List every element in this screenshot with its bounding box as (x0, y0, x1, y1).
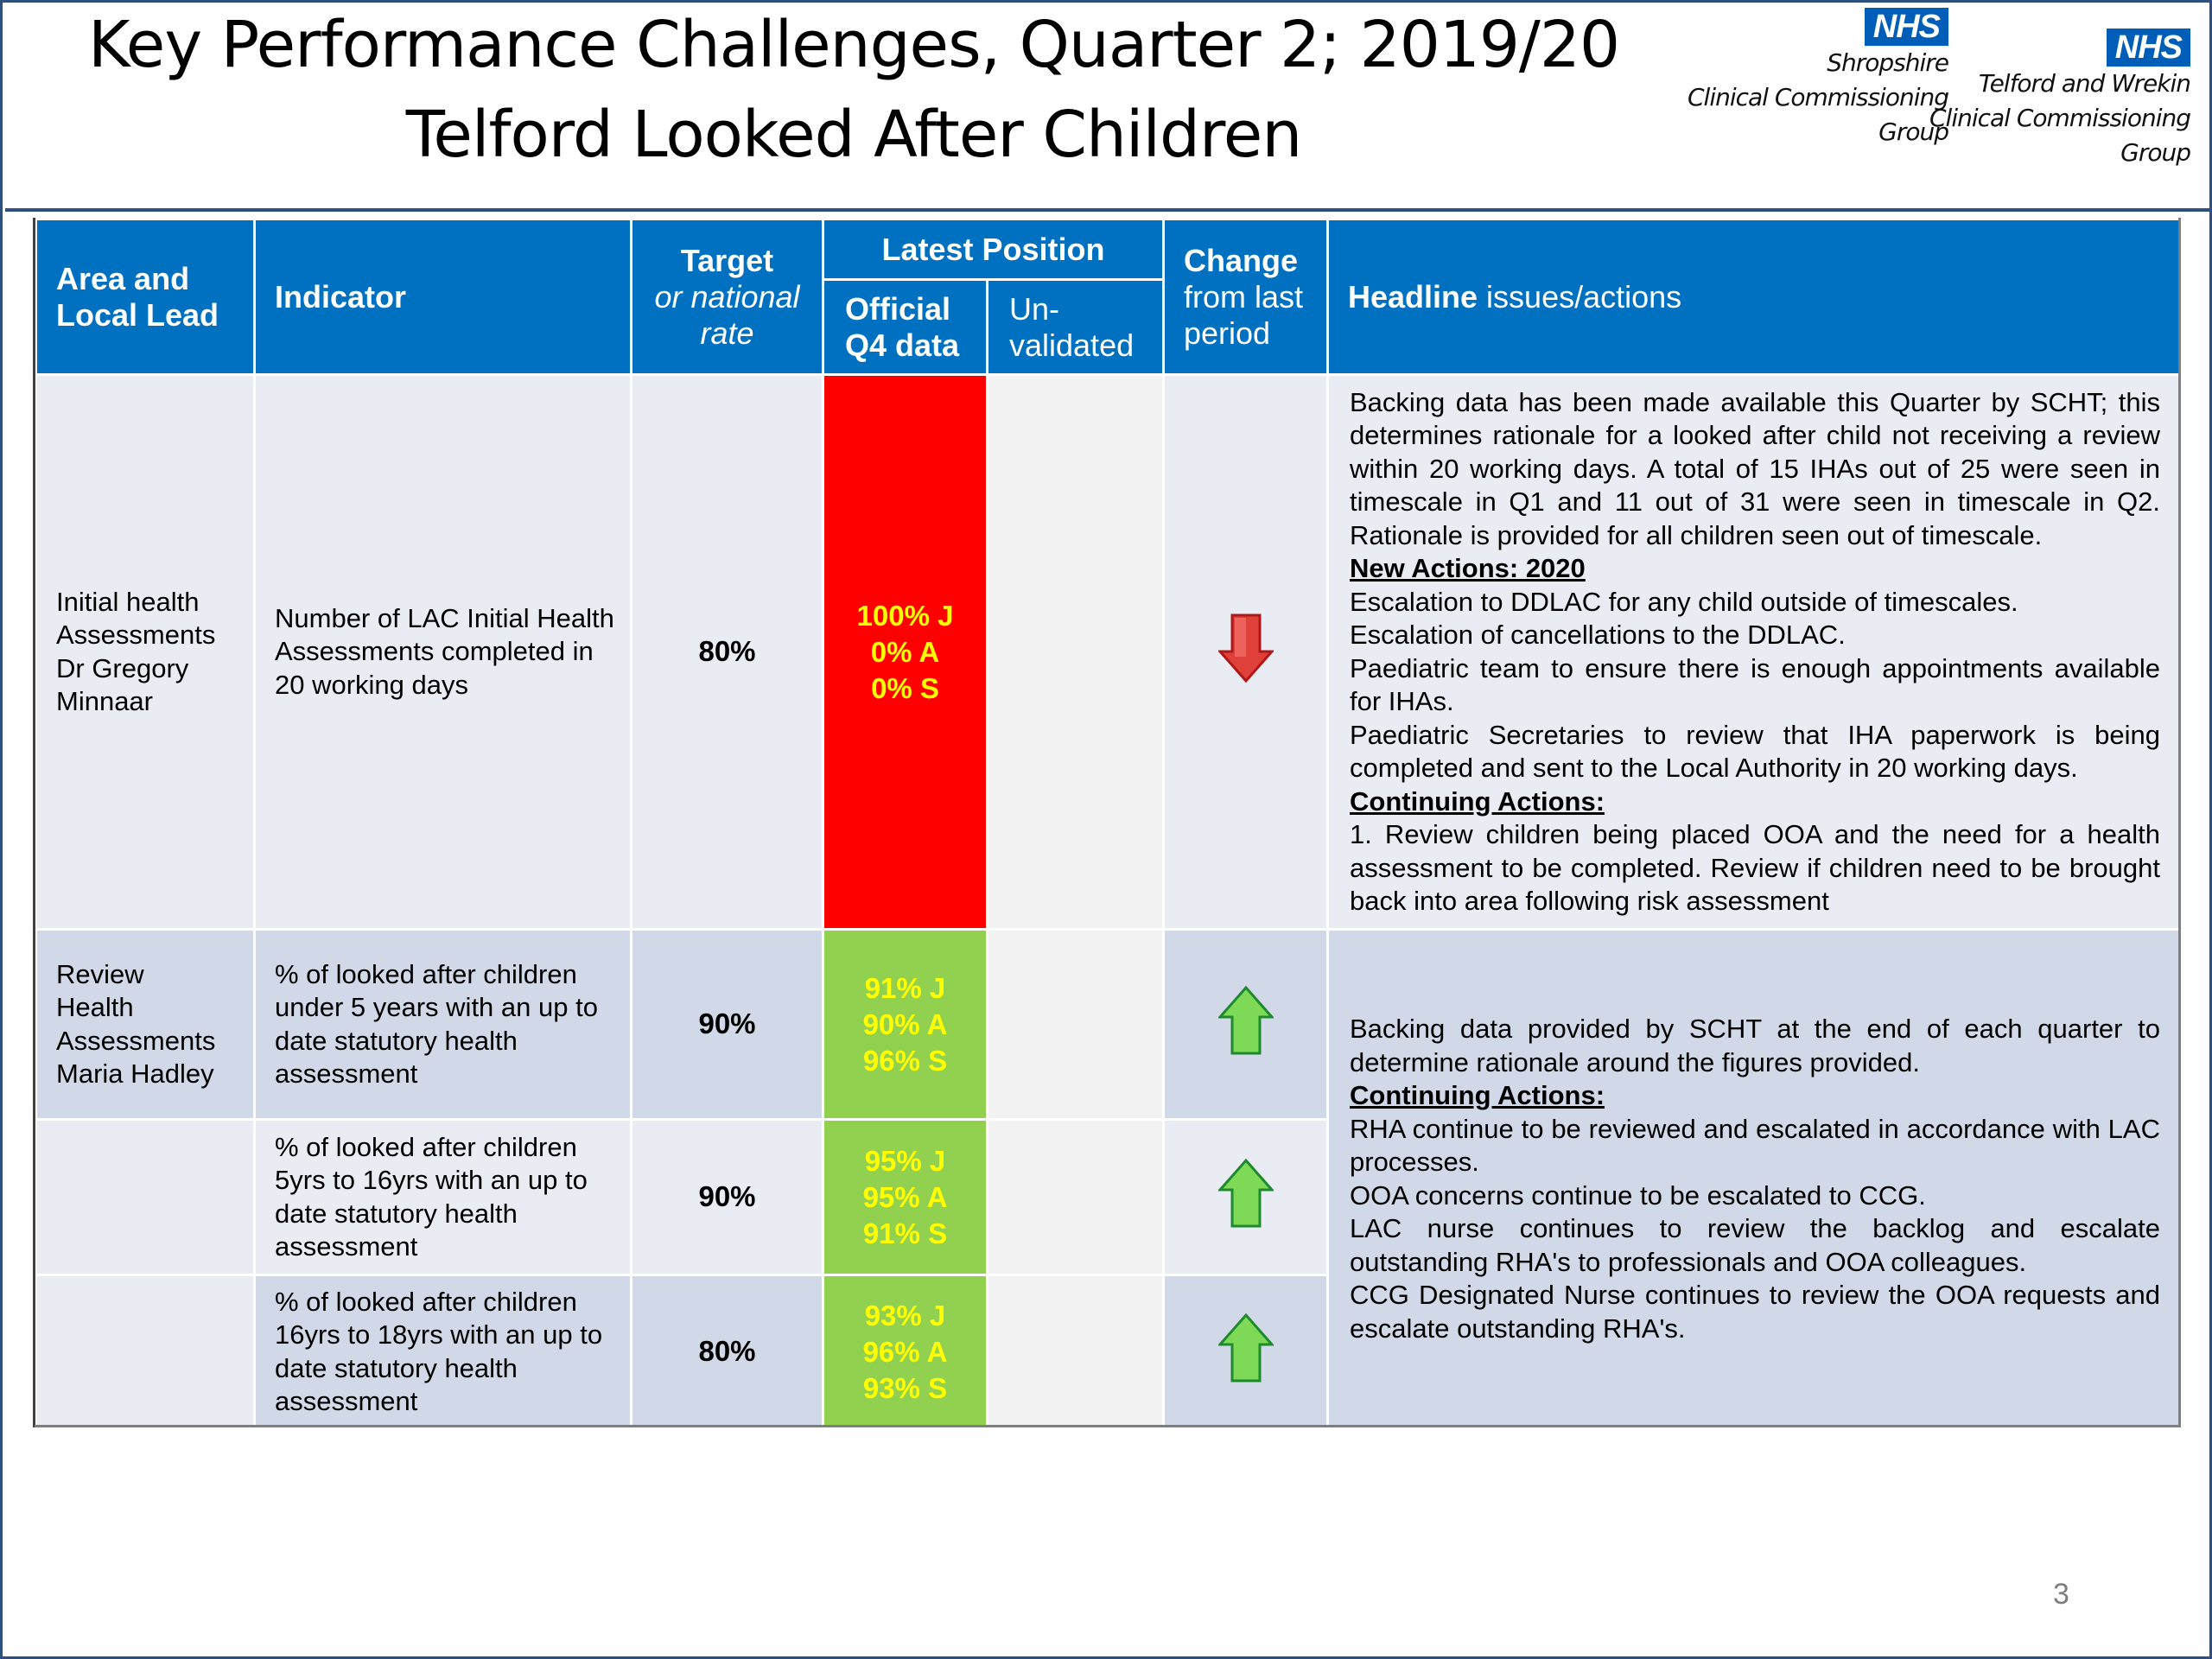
target-cell: 80% (632, 375, 823, 930)
header-headline: Headline issues/actions (1328, 219, 2183, 375)
telford-wrekin-ccg-logo (1921, 29, 2190, 170)
indicator-cell: % of looked after children 16yrs to 18yrs with an up to date statutory health assessment (255, 1275, 632, 1429)
header-change: Change from last period (1164, 219, 1328, 375)
official-data-cell: 91% J 90% A 96% S (823, 930, 988, 1120)
unvalidated-cell (988, 1120, 1164, 1275)
kpi-table (35, 218, 2183, 1430)
up-arrow-icon (1218, 1313, 1274, 1382)
continuing-actions-heading: Continuing Actions: (1350, 785, 1605, 817)
headline-cell (1328, 930, 2183, 1429)
indicator-cell: % of looked after children under 5 years with an up to date statutory health assessment (255, 930, 632, 1120)
new-actions-heading: New Actions: 2020 (1350, 553, 1586, 583)
action-item: 1. Review children being placed OOA and the need for a health assessment to be completed. Review if children need to be brought back into area following risk assessment (1350, 819, 2160, 916)
indicator-cell: Number of LAC Initial Health Assessments completed in 20 working days (255, 375, 632, 930)
unvalidated-cell (988, 375, 1164, 930)
target-cell: 90% (632, 930, 823, 1120)
table-left-border (33, 218, 35, 1427)
nhs-logo-icon: NHS (1865, 8, 1948, 46)
page-number: 3 (2053, 1578, 2069, 1611)
target-cell: 80% (632, 1275, 823, 1429)
logo-line2: Clinical Commissioning Group (1687, 83, 1948, 146)
header-target: Target or national rate (632, 219, 823, 375)
change-cell (1164, 1120, 1328, 1275)
headline-intro: Backing data provided by SCHT at the end of each quarter to determine rationale around the figures provided. (1350, 1014, 2160, 1077)
up-arrow-icon (1218, 986, 1274, 1055)
header-latest-position: Latest Position (823, 219, 1164, 280)
area-lead-cell: Initial health Assessments Dr Gregory Minnaar (36, 375, 255, 930)
slide-title-line1: Key Performance Challenges, Quarter 2; 2019/20 (87, 8, 1620, 82)
logo-line1: Telford and Wrekin (1978, 69, 2190, 98)
up-arrow-icon (1218, 1159, 1274, 1228)
table-right-border (2178, 218, 2181, 1427)
down-arrow-icon (1218, 613, 1274, 683)
official-data-cell: 95% J 95% A 91% S (823, 1120, 988, 1275)
official-data-cell: 100% J 0% A 0% S (823, 375, 988, 930)
action-item: Escalation to DDLAC for any child outside of timescales. (1350, 586, 2018, 617)
unvalidated-cell (988, 1275, 1164, 1429)
logo-line1: Shropshire (1827, 48, 1948, 77)
official-data-cell: 93% J 96% A 93% S (823, 1275, 988, 1429)
action-item: OOA concerns continue to be escalated to CCG. (1350, 1179, 1926, 1211)
action-item: CCG Designated Nurse continues to review the OOA requests and escalate outstanding RHA's. (1350, 1280, 2160, 1344)
slide-title-line2: Telford Looked After Children (405, 98, 1302, 172)
continuing-actions-heading: Continuing Actions: (1350, 1080, 1605, 1110)
area-lead-cell: Review Health Assessments Maria Hadley (36, 930, 255, 1120)
action-item: LAC nurse continues to review the backlog and escalate outstanding RHA's to professionals and OOA colleagues. (1350, 1213, 2160, 1277)
table-bottom-border (35, 1425, 2181, 1427)
header-area: Area and Local Lead (36, 219, 255, 375)
change-cell (1164, 1275, 1328, 1429)
table-row (36, 375, 2183, 930)
change-cell (1164, 930, 1328, 1120)
change-cell (1164, 375, 1328, 930)
action-item: RHA continue to be reviewed and escalated in accordance with LAC processes. (1350, 1113, 2160, 1177)
area-lead-cell (36, 1120, 255, 1275)
target-cell: 90% (632, 1120, 823, 1275)
headline-intro: Backing data has been made available this Quarter by SCHT; this determines rationale for a looked after child not receiving a review within 20 working days. A total of 15 IHAs out of 25 were seen in timescale in Q1 and 11 out of 31 were seen in timescale in Q2. Rationale is provided for all children seen out of timescale. (1350, 386, 2160, 550)
indicator-cell: % of looked after children 5yrs to 16yrs with an up to date statutory health assessment (255, 1120, 632, 1275)
shropshire-ccg-logo (1644, 8, 1948, 149)
action-item: Paediatric team to ensure there is enough appointments available for IHAs. (1350, 652, 2160, 716)
nhs-logo-icon: NHS (2107, 29, 2190, 67)
headline-cell (1328, 375, 2183, 930)
table-row (36, 930, 2183, 1120)
header-official: Official Q4 data (823, 280, 988, 375)
header-indicator: Indicator (255, 219, 632, 375)
title-divider (5, 208, 2212, 212)
header-unvalidated: Un- validated (988, 280, 1164, 375)
action-item: Escalation of cancellations to the DDLAC. (1350, 620, 1846, 650)
unvalidated-cell (988, 930, 1164, 1120)
area-lead-cell (36, 1275, 255, 1429)
action-item: Paediatric Secretaries to review that IHA paperwork is being completed and sent to the Local Authority in 20 working days. (1350, 719, 2160, 783)
logo-line2: Clinical Commissioning Group (1929, 104, 2190, 167)
